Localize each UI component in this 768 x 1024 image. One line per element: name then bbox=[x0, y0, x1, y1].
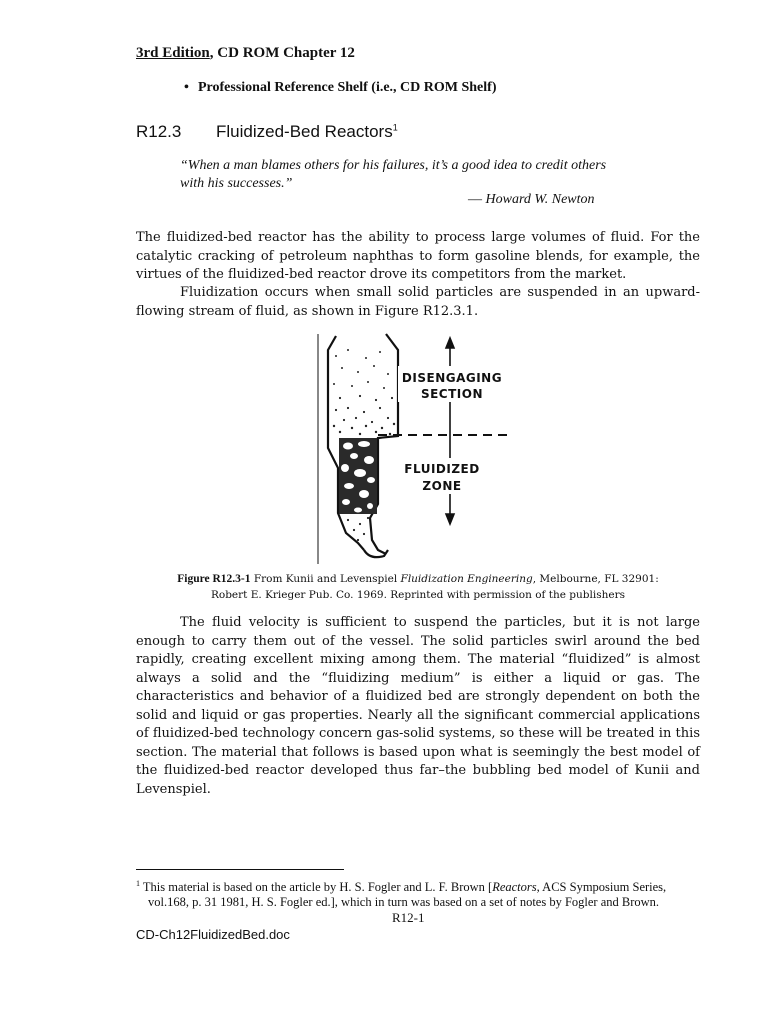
epigraph-quote: “When a man blames others for his failures, it’s a good idea to credit others with his successes.” bbox=[180, 158, 607, 191]
footnote-text-a: This material is based on the article by H. S. Fogler and L. F. Brown [ bbox=[140, 880, 493, 895]
caption-text-a: From Kunii and Levenspiel bbox=[250, 573, 401, 585]
footnote bbox=[136, 876, 696, 910]
footnote-line-2: vol.168, p. 31 1981, H. S. Fogler ed.], which in turn was based on a set of notes by Fogler and Brown. bbox=[148, 895, 660, 910]
chapter-label: , CD ROM Chapter 12 bbox=[209, 45, 355, 61]
section-number: R12.3 bbox=[136, 122, 182, 141]
paragraph-intro: The fluidized-bed reactor has the ability to process large volumes of fluid. For the catalytic cracking of petroleum naphthas to form gasoline blends, for example, the virtues of the fluidized-bed reactor drove its competitors from the market. bbox=[136, 230, 700, 282]
paragraph-fluid-velocity: The fluid velocity is sufficient to suspend the particles, but it is not large enough to carry them out of the vessel. The solid particles swirl around the bed rapidly, creating excellent mixing among them. The material “fluidized” is almost always a solid and the “fluidizing medium” is either a liquid or gas. The characteristics and behavior of a fluidized bed are strongly dependent on both the solid and liquid or gas properties. Nearly all the significant commercial applications of fluidized-bed technology concern gas-solid systems, so these will be treated in this section. The material that follows is based upon what is seemingly the best model of the fluidized-bed reactor developed thus far–the bubbling bed model of Kunii and Levenspiel. bbox=[136, 615, 700, 797]
footnote-journal: Reactors bbox=[492, 880, 537, 895]
page-number: R12-1 bbox=[392, 910, 425, 925]
paragraph-fluidization: Fluidization occurs when small solid particles are suspended in an upward-flowing stream of fluid, as shown in Figure R12.3.1. bbox=[136, 285, 700, 319]
footnote-divider bbox=[136, 869, 344, 870]
section-footnote-mark: 1 bbox=[392, 122, 398, 133]
figure-caption bbox=[150, 571, 686, 603]
document-filename: CD-Ch12FluidizedBed.doc bbox=[136, 927, 290, 942]
chapter-header bbox=[136, 45, 355, 62]
caption-book-title: Fluidization Engineering bbox=[400, 573, 533, 585]
caption-text-b: , Melbourne, FL 32901: bbox=[532, 573, 659, 585]
shelf-bullet-text: Professional Reference Shelf (i.e., CD ROM Shelf) bbox=[198, 80, 497, 95]
bullet-marker: • bbox=[184, 80, 189, 95]
edition-label: 3rd Edition bbox=[136, 45, 210, 61]
shelf-bullet bbox=[184, 80, 496, 96]
disengaging-label: DISENGAGING bbox=[401, 371, 503, 385]
section-arrows bbox=[446, 338, 454, 524]
dense-bed bbox=[339, 438, 377, 514]
fluidized-label: FLUIDIZED bbox=[404, 462, 480, 476]
figure-id: Figure R12.3-1 bbox=[177, 573, 251, 585]
footnote-mark: 1 bbox=[136, 879, 140, 888]
epigraph-attribution: –– Howard W. Newton bbox=[468, 192, 595, 207]
section-label: SECTION bbox=[420, 387, 484, 401]
section-heading bbox=[136, 122, 398, 142]
dilute-particles bbox=[333, 349, 395, 435]
fluidized-bed-figure bbox=[314, 328, 514, 568]
section-title: Fluidized-Bed Reactors bbox=[216, 122, 393, 141]
caption-line-2: Robert E. Krieger Pub. Co. 1969. Reprinted with permission of the publishers bbox=[210, 589, 625, 601]
zone-label: ZONE bbox=[422, 479, 462, 493]
footnote-text-b: , ACS Symposium Series, bbox=[536, 880, 667, 895]
